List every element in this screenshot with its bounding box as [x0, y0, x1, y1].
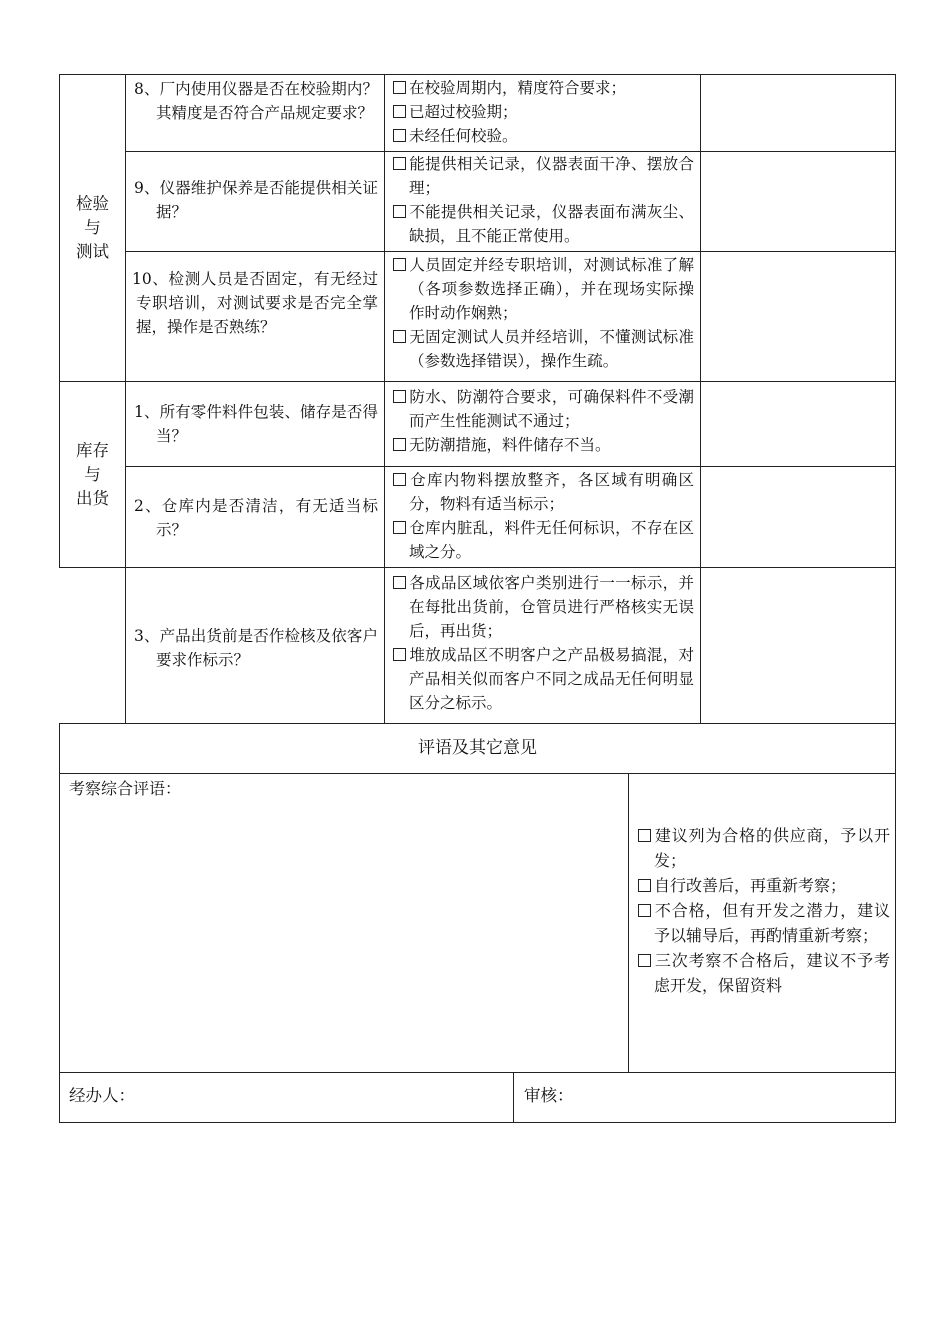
checkbox-icon[interactable] [393, 205, 406, 218]
option-item[interactable]: 三次考察不合格后，建议不予考虑开发，保留资料 [638, 948, 890, 998]
option-item[interactable]: 无防潮措施，料件储存不当。 [393, 433, 694, 457]
question-text: 8、厂内使用仪器是否在校验期内？其精度是否符合产品规定要求？ [134, 80, 378, 122]
handler-label: 经办人： [69, 1086, 135, 1105]
option-item[interactable]: 无固定测试人员并经培训，不懂测试标准（参数选择错误），操作生疏。 [393, 325, 694, 373]
question-text: 9、仪器维护保养是否能提供相关证据？ [134, 179, 378, 221]
option-item[interactable]: 不能提供相关记录，仪器表面布满灰尘、缺损，且不能正常使用。 [393, 200, 694, 248]
option-item[interactable]: 能提供相关记录，仪器表面干净、摆放合理； [393, 152, 694, 200]
recommendation-options [638, 823, 890, 1068]
checkbox-icon[interactable] [393, 473, 406, 486]
supplier-evaluation-form [59, 74, 896, 1124]
col-border [895, 74, 896, 1123]
checkbox-icon[interactable] [393, 105, 406, 118]
question-text: 10、检测人员是否固定，有无经过专职培训，对测试要求是否完全掌握，操作是否熟练？ [132, 270, 378, 336]
question-text: 1、所有零件料件包装、储存是否得当？ [134, 403, 378, 445]
options-cell [385, 253, 700, 381]
row-border [59, 1122, 896, 1123]
question-cell [126, 398, 384, 466]
options-cell [385, 385, 700, 466]
options-cell [385, 468, 700, 567]
category-storage-shipping [60, 382, 125, 567]
row-border [59, 773, 896, 774]
option-item[interactable]: 防水、防潮符合要求，可确保料件不受潮而产生性能测试不通过； [393, 385, 694, 433]
question-cell [126, 265, 384, 381]
category-label: 库存 [76, 440, 109, 460]
category-label: 检验 [76, 194, 109, 213]
option-item[interactable]: 在校验周期内，精度符合要求； [393, 76, 694, 100]
checkbox-icon[interactable] [638, 879, 651, 892]
handler-field[interactable] [69, 1084, 509, 1114]
row-border [59, 723, 896, 724]
options-cell [385, 152, 700, 251]
option-item[interactable]: 未经任何校验。 [393, 124, 694, 148]
option-item[interactable]: 已超过校验期； [393, 100, 694, 124]
review-label: 审核： [524, 1086, 574, 1105]
comments-title: 评语及其它意见 [418, 738, 537, 758]
col-border [628, 773, 629, 1073]
category-label: 与 [84, 218, 101, 237]
options-cell [385, 571, 700, 723]
checkbox-icon[interactable] [638, 829, 651, 842]
question-cell [126, 75, 384, 151]
checkbox-icon[interactable] [393, 438, 406, 451]
checkbox-icon[interactable] [638, 954, 651, 967]
checkbox-icon[interactable] [393, 390, 406, 403]
row-border [59, 1072, 896, 1073]
checkbox-icon[interactable] [393, 258, 406, 271]
option-item[interactable]: 自行改善后，再重新考察； [638, 873, 890, 898]
category-inspection-testing [60, 75, 125, 381]
options-cell [385, 76, 700, 151]
option-item[interactable]: 仓库内脏乱，料件无任何标识，不存在区域之分。 [393, 516, 694, 564]
question-text: 2、仓库内是否清洁，有无适当标示？ [134, 497, 378, 539]
question-cell [126, 622, 384, 723]
checkbox-icon[interactable] [393, 576, 406, 589]
note-cell[interactable] [701, 382, 895, 466]
col-border [59, 723, 60, 1123]
checkbox-icon[interactable] [393, 129, 406, 142]
checkbox-icon[interactable] [393, 157, 406, 170]
checkbox-icon[interactable] [638, 904, 651, 917]
summary-label: 考察综合评语： [69, 779, 182, 798]
checkbox-icon[interactable] [393, 648, 406, 661]
option-item[interactable]: 不合格，但有开发之潜力，建议予以辅导后，再酌情重新考察； [638, 898, 890, 948]
col-border [513, 1072, 514, 1123]
checkbox-icon[interactable] [393, 81, 406, 94]
question-text: 3、产品出货前是否作检核及依客户要求作标示？ [134, 627, 378, 669]
option-item[interactable]: 人员固定并经专职培训，对测试标准了解（各项参数选择正确），并在现场实际操作时动作娴熟； [393, 253, 694, 325]
option-item[interactable]: 堆放成品区不明客户之产品极易搞混，对产品相关似而客户不同之成品无任何明显区分之标示。 [393, 643, 694, 715]
note-cell[interactable] [701, 252, 895, 381]
note-cell[interactable] [701, 568, 895, 723]
note-cell[interactable] [701, 152, 895, 251]
checkbox-icon[interactable] [393, 330, 406, 343]
checkbox-icon[interactable] [393, 521, 406, 534]
summary-field[interactable] [69, 777, 624, 1067]
category-label: 与 [84, 464, 101, 484]
option-item[interactable]: 建议列为合格的供应商，予以开发； [638, 823, 890, 873]
note-cell[interactable] [701, 467, 895, 567]
note-cell[interactable] [701, 75, 895, 151]
question-cell [126, 174, 384, 251]
review-field[interactable] [524, 1084, 889, 1114]
category-label: 测试 [76, 242, 109, 261]
option-item[interactable]: 仓库内物料摆放整齐，各区域有明确区分，物料有适当标示； [393, 468, 694, 516]
question-cell [126, 492, 384, 567]
option-item[interactable]: 各成品区域依客户类别进行一一标示，并在每批出货前，仓管员进行严格核实无误后，再出货； [393, 571, 694, 643]
category-label: 出货 [76, 488, 109, 508]
